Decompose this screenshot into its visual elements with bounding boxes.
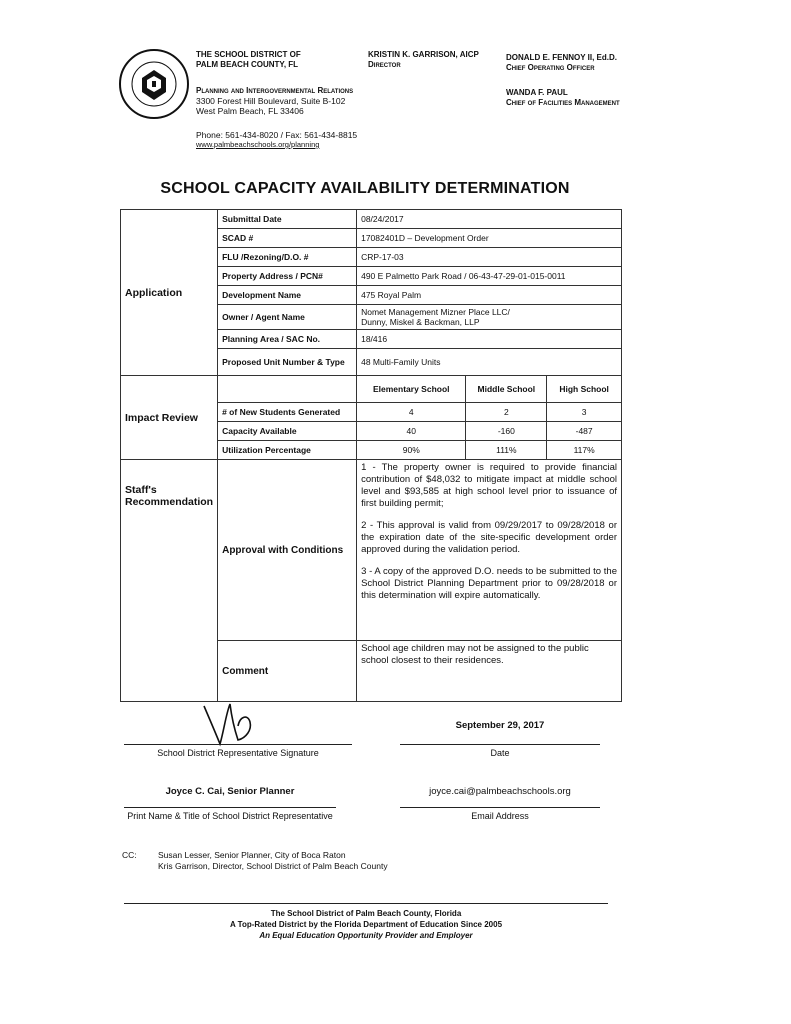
row-label: SCAD #: [218, 229, 357, 248]
row-label: Property Address / PCN#: [218, 267, 357, 286]
condition-item: 2 - This approval is valid from 09/29/2017 to 09/28/2018 or the expiration date of the site-specific development order approved during the validation period.: [361, 520, 617, 555]
impact-cell: 111%: [466, 441, 547, 460]
contact-block: [196, 130, 357, 150]
email-line: [400, 807, 600, 808]
name-label: Print Name & Title of School District Representative: [127, 811, 333, 821]
coo-title: Chief Operating Officer: [506, 63, 595, 72]
owner-name: Nomet Management Mizner Place LLC/: [361, 307, 510, 317]
section-application: Application: [121, 210, 218, 376]
impact-row-label: # of New Students Generated: [218, 403, 357, 422]
impact-cell: 117%: [547, 441, 622, 460]
facilities-name: WANDA F. PAUL: [506, 88, 568, 97]
comment-label: Comment: [218, 641, 357, 702]
district-seal: [118, 48, 190, 120]
cc-line: Kris Garrison, Director, School District of Palm Beach County: [158, 861, 388, 871]
facilities-block: [506, 88, 620, 108]
conditions-cell: [357, 460, 622, 641]
impact-row-label: Utilization Percentage: [218, 441, 357, 460]
representative-name: Joyce C. Cai, Senior Planner: [165, 786, 295, 797]
signature-label: School District Representative Signature: [157, 748, 319, 758]
row-label: Owner / Agent Name: [218, 305, 357, 330]
phone-fax: Phone: 561-434-8020 / Fax: 561-434-8815: [196, 130, 358, 140]
decision-label: Approval with Conditions: [218, 460, 357, 641]
impact-row-label: Capacity Available: [218, 422, 357, 441]
cc-label: CC:: [122, 850, 137, 860]
impact-cell: 3: [547, 403, 622, 422]
impact-cell: 90%: [357, 441, 466, 460]
email-label: Email Address: [471, 811, 529, 821]
name-line: [124, 807, 336, 808]
impact-cell: 40: [357, 422, 466, 441]
impact-col-header: High School: [547, 376, 622, 403]
facilities-title: Chief of Facilities Management: [506, 98, 620, 107]
address-line2: West Palm Beach, FL 33406: [196, 106, 304, 116]
district-line1: THE SCHOOL DISTRICT OF: [196, 50, 301, 59]
footer-line1: The School District of Palm Beach County, Florida: [270, 909, 462, 918]
signature-mark: [196, 700, 266, 748]
coo-name: DONALD E. FENNOY II, Ed.D.: [506, 53, 617, 62]
impact-col-header: Elementary School: [357, 376, 466, 403]
impact-cell: 4: [357, 403, 466, 422]
row-label: FLU /Rezoning/D.O. #: [218, 248, 357, 267]
cc-list: [158, 850, 388, 872]
date-line: [400, 744, 600, 745]
row-value: CRP-17-03: [357, 248, 622, 267]
row-label: Proposed Unit Number & Type: [218, 349, 357, 376]
impact-cell: -487: [547, 422, 622, 441]
impact-cell: 2: [466, 403, 547, 422]
date-value: September 29, 2017: [455, 720, 545, 731]
section-impact-review: Impact Review: [121, 376, 218, 460]
condition-item: 1 - The property owner is required to provide financial contribution of $48,032 to mitigate impact at middle school level and $93,585 at high school level prior to issuance of first building permit;: [361, 462, 617, 509]
condition-item: 3 - A copy of the approved D.O. needs to be submitted to the School District Planning Department prior to 09/28/2018 or this determination will expire automatically.: [361, 566, 617, 601]
section-staff-recommendation: [121, 460, 218, 702]
date-label: Date: [490, 748, 510, 758]
page-title: SCHOOL CAPACITY AVAILABILITY DETERMINATION: [160, 180, 570, 197]
row-label: Development Name: [218, 286, 357, 305]
footer-rule: [124, 903, 608, 904]
cc-line: Susan Lesser, Senior Planner, City of Boca Raton: [158, 850, 346, 860]
row-value: 08/24/2017: [357, 210, 622, 229]
row-label: Planning Area / SAC No.: [218, 330, 357, 349]
impact-cell: -160: [466, 422, 547, 441]
row-value: 475 Royal Palm: [357, 286, 622, 305]
address-line1: 3300 Forest Hill Boulevard, Suite B-102: [196, 96, 346, 106]
director-name: KRISTIN K. GARRISON, AICP: [368, 50, 479, 59]
district-name-block: [196, 50, 301, 70]
email-value: joyce.cai@palmbeachschools.org: [429, 786, 571, 797]
comment-text: School age children may not be assigned to the public school closest to their residences.: [357, 641, 622, 702]
impact-col-header: Middle School: [466, 376, 547, 403]
impact-header-blank: [218, 376, 357, 403]
department-block: [196, 86, 353, 116]
coo-block: [506, 53, 617, 73]
department-name: Planning and Intergovernmental Relations: [196, 86, 354, 95]
footer-line3: An Equal Education Opportunity Provider and Employer: [259, 931, 473, 940]
agent-name: Dunny, Miskel & Backman, LLP: [361, 317, 480, 327]
director-title: Director: [368, 60, 401, 69]
row-value: 17082401D – Development Order: [357, 229, 622, 248]
website-link[interactable]: www.palmbeachschools.org/planning: [196, 140, 320, 149]
row-value: [357, 305, 622, 330]
footer-line2: A Top-Rated District by the Florida Department of Education Since 2005: [229, 920, 503, 929]
row-value: 48 Multi-Family Units: [357, 349, 622, 376]
director-block: [368, 50, 479, 70]
row-value: 18/416: [357, 330, 622, 349]
signature-line: [124, 744, 352, 745]
row-value: 490 E Palmetto Park Road / 06-43-47-29-01-015-0011: [357, 267, 622, 286]
section-staff-recommendation-label: Staff's Recommendation: [125, 484, 214, 508]
footer: [124, 908, 608, 941]
district-line2: PALM BEACH COUNTY, FL: [196, 60, 299, 69]
determination-table: [120, 209, 622, 702]
row-label: Submittal Date: [218, 210, 357, 229]
